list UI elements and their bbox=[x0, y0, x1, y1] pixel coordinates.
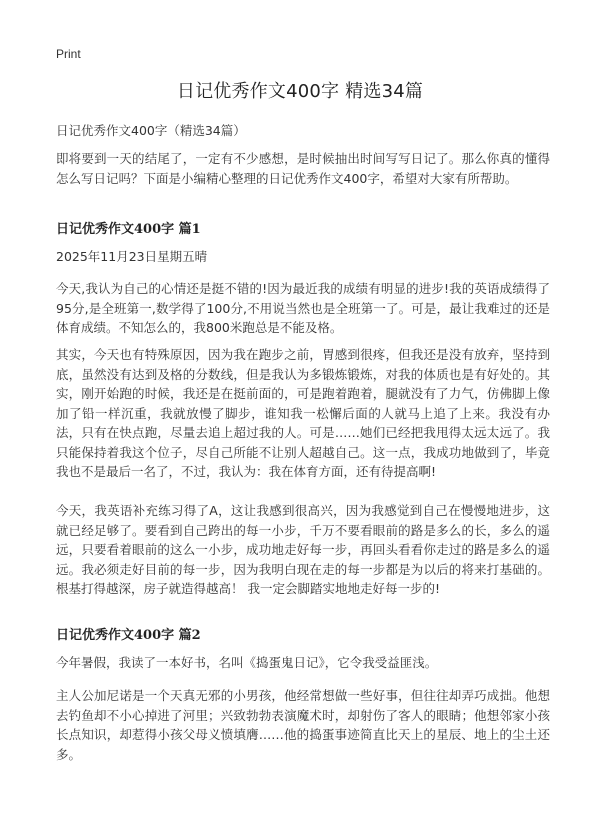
intro-paragraph: 即将要到一天的结尾了，一定有不少感想，是时候抽出时间写写日记了。那么你真的懂得怎么写日记吗？下面是小编精心整理的日记优秀作文400字，希望对大家有所帮助。 bbox=[56, 151, 550, 186]
section-1-paragraph-1: 今天,我认为自己的心情还是挺不错的!因为最近我的成绩有明显的进步!我的英语成绩得了95分,是全班第一,数学得了100分,不用说当然也是全班第一了。可是，最让我难过的还是体育成绩。不知怎么的，我800米跑总是不能及格。 bbox=[56, 281, 550, 335]
section-2-paragraph-2: 主人公加尼诺是一个天真无邪的小男孩，他经常想做一些好事，但往往却弄巧成拙。他想去钓鱼却不小心掉进了河里；兴致勃勃表演魔术时，却射伤了客人的眼睛；他想邻家小孩长点知识，却惹得小孩父母义愤填膺……他的捣蛋事迹简直比天上的星辰、地上的尘土还多。 bbox=[56, 688, 550, 762]
print-link[interactable]: Print bbox=[56, 47, 81, 61]
section-1-paragraph-3: 今天，我英语补充练习得了A，这让我感到很高兴，因为我感觉到自己在慢慢地进步，这就已经足够了。要看到自己跨出的每一小步，千万不要看眼前的路是多么的长，多么的遥远，只要看着眼前的这么一小步，成功地走好每一步，再回头看看你走过的路是多么的遥远。我必须走好目前的每一步，因为我明白现在走的每一步都是为以后的将来打基础的。根基打得越深，房子就造得越高！ 我一定会脚踏实地地走好每一步的! bbox=[56, 503, 550, 596]
section-2-paragraph-1: 今年暑假，我读了一本好书，名叫《捣蛋鬼日记》，它令我受益匪浅。 bbox=[56, 655, 438, 670]
document-subtitle: 日记优秀作文400字（精选34篇） bbox=[56, 123, 246, 138]
section-2-heading: 日记优秀作文400字 篇2 bbox=[56, 628, 201, 643]
section-1-date: 2025年11月23日星期五晴 bbox=[56, 249, 208, 264]
section-1-paragraph-2: 其实，今天也有特殊原因，因为我在跑步之前，胃感到很疼，但我还是没有放弃，坚持到底，虽然没有达到及格的分数线，但是我认为多锻炼锻炼，对我的体质也是有好处的。其实，刚开始跑的时候，我还是在挺前面的，可是跑着跑着，腿就没有了力气，仿佛脚上像加了铅一样沉重，我就放慢了脚步，谁知我一松懈后面的人就马上追了上来。我没有办法，只有在快点跑，尽量去追上超过我的人。可是……她们已经把我甩得太远太远了。我只能保持着我这个位子，尽自己所能不让别人超越自己。这一点，我成功地做到了，毕竟我也不是最后一名了，不过，我认为：我在体育方面，还有待提高啊! bbox=[56, 347, 550, 479]
page-title: 日记优秀作文400字 精选34篇 bbox=[176, 81, 424, 102]
section-1-heading: 日记优秀作文400字 篇1 bbox=[56, 222, 201, 237]
